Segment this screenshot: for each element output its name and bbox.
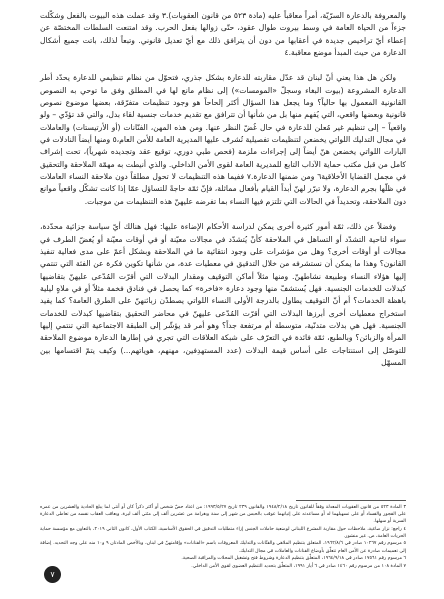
footnote-7: ٧ المادة ١٠٨ من مرسوم رقم ١٤٦٠ صادر في ٦ أيار ١٩٩١، المتعلّق بتحديد التنظيم العضوي لقوى الأمن الداخلي. bbox=[191, 563, 406, 569]
footnote-divider bbox=[296, 500, 406, 501]
footnote-6: ٦ مرسوم رقم ١٧٥٦١ صادر في ١٩٦٤/٩/١٨، المتعلّق بتنظيم الدعارة وشروط فتح وتشغيل المحلات والمراقبة الصحية. bbox=[181, 556, 406, 562]
paragraph-gap bbox=[40, 208, 406, 221]
footnote-3: ٣ المادة ٥٢٣ من قانون العقوبات المعدلة وفقاً للقانون تاريخ ١٩٤٨/٢/١٨ والقانون ٢٣٩ تاريخ ١٩٩٣/٥/٢٧: من اعتاد حضّ شخص أو أكثر ذكراً كان أو أنثى لما يبلغ الحادية والعشرين من عمره على الفجور والفساد أو على تسهيلهما له أو مساعدته على إتيانهما عوقب بالحبس من شهر إلى سنة وبغرامة من عشرين ألف إلى مئتي ألف ليرة، ويعاقب العقاب نفسه من تعاطى الدعارة السرية أو سهلها. bbox=[40, 505, 406, 525]
page-number-badge: ٧ bbox=[44, 566, 61, 583]
body-paragraph-3: وفضلاً عن ذلك، ثمّة أمور كثيرة أخرى يمكن لدراسة الأحكام الإضاءة عليها: فهل هنالك أيّ سياسة جزائية محدّدة، سواء لناحية التشدّد أو التساهل في الملاحقة كأنْ يُتشدّد في مجالات معيّنة أو في أوقات معيّنة أو يُغضّ الطرف في مجالات أو أوقات أخرى؟ وهل من مؤشرات على وجود انتقائية ما في الملاحقة وبشكل أعمّ على مدى فعالية تنفيذ القانون؟ وهذا ما يمكن أن نستشرفه من خلال التدقيق في معطيات عدة، من شأنها تكوين فكرة عن الفئة التي تنتمي إليها هؤلاء النساء وطبيعة نشاطهنّ. ومنها مثلاً أماكن التوقيف ومقدار البدلات التي أقرّت المُدّعى عليهنّ بتقاضيها كبدلات للخدمات الجنسية. فهل يُستشفّ منها وجود دعارة «فاخرة» كما يحصل في فنادق فخمة مثلاً أو في ملاهٍ ليلية باهظة الخدمات؟ أم أنّ التوقيف يطاول بالدرجة الأولى النساء اللواتي يصطدْن زبائنهنّ على الطرق العامة؟ كما يفيد استخراج معطيات أخرى أبرزها البدلات التي أقرّت المُدّعى عليهنّ في محاضر التحقيق بتقاضيها كبدلات للخدمات الجنسية. فهل هي بدلات متدنّية، متوسطة أم مرتفعة جداً؟ وهو أمر قد يؤشّر إلى الطبقة الاجتماعية التي تنتمي إليها المرأة والزبائن؟ وبالطبع، ثمّة فائدة في التعرّف على شبكة العلاقات التي تجري في إطارها الدعارة موضوع الملاحقة للتوصّل إلى استنتاجات على أساس قيمة البدلات (عدد المستهدِفين، مهنهم، هوياتهم...) وكيف يتمّ اقتسامها بين المسهّل bbox=[40, 222, 406, 367]
paragraph-gap bbox=[40, 59, 406, 72]
body-paragraph-1: والمعروفة بالدعارة السرّيّة، أمراً معاقباً عليه (مادة ٥٢٣ من قانون العقوبات).٣ وقد عملت هذه البيوت بالفعل وشكّلت جزءاً من الحياة العامة في وسط بيروت طوال عقود، حتّى زوالها بفعل الحرب. وقد امتنعت السلطات المختصّة عن إعطاء أيّ تراخيص جديدة في أعقابها من دون أن يترافق ذلك مع أيّ تعديل قانوني. وتبعاً لذلك، باتت جميع أشكال الدعارة من حيث المبدأ موضع معاقبة.٤ bbox=[40, 11, 406, 58]
footnote-4: ٤ راجع: نزار صاغية، ملاحظات حول مقاربة المشرع اللبناني لوضعية حاملات الجنس إزاء متطلبات التدقيق في الحقوق الأساسية، الكتاب الأول، كانون الثاني ٢٠١٩، بالتعاون مع مؤسسة حماية الحريات العامة، ص. غير منشور. bbox=[40, 526, 406, 539]
footnote-5: ٥ مرسوم رقم ١٠٢٦٧ صادر في ١٩٦٢/٨/٦، المتعلق بتنظيم الملاهي والفنّانات والتدليك المعروفات باسم «الفنانات» وإقامتهنّ في لبنان، وبالأخص المادتان ٩ و١٠ منه على وجه التحديد. إضافة إلى تعميمات صادرة عن الأمن العام تتعلّق بأوضاع الفنانات والعاملات في مجال التدليك. bbox=[40, 541, 406, 554]
footnotes-section bbox=[40, 504, 406, 570]
body-paragraph-2: ولكن هل هذا يعني أنّ لبنان قد عدّل مقاربته للدعارة بشكل جذري، فتحوّل من نظام تنظيمي للدعارة يحدّد أطر الدعارة المشروعة (بيوت البغاء وسجلّ «المومسات») إلى نظام مانع لها في المطلق وفق ما توحي به النصوص القانونية المعمول بها حالياً؟ وما يجعل هذا السؤال أكثر إلحاحاً هو وجود تنظيمات متفرّقة، بعضها موضوع نصوص قانونية وبعضها واقعي، التي يُفهم منها بل من شأنها أن تترافق مع تقديم خدمات جنسية لقاء بدل، والتي قد تؤدّي – ولو واقعياً – إلى تنظيم غير مُعلن للدعارة في حال غُضّ النظر عنها. ومن هذه المهن، الفنّانات (أو الأرتيستات) والعاملات في مجال التدليك اللواتي يخضعن لتنظيمات تفصيلية تُشرف عليها المديرية العامة للأمن العام،٥ ومنها أيضاً النادلات في البارات اللواتي يخضعن هنّ أيضاً إلى إجراءات ملزمة (فحص طبي دوري، توقيع عقد وتجديده شهرياً)، تحت إشراف كامل من قبل مكتب حماية الآداب التابع للمديرية العامة لقوى الأمن الداخلي. والذي أنيطت به مهمّة الملاحقة والتحقيق في مجمل القضايا الأخلاقية٦ ومن ضمنها الدعارة.٧ ففيما هذه التنظيمات لا تحول مطلقاً دون ملاحقة النساء العاملات في ظلّها بجرم الدعارة، ولا تبرّر لهنّ أبداً القيام بأفعال مماثلة، فإنّ ثمّة حاجةً للتساؤل عمّا إذا كانت تشكّل واقعياً موانع دون الملاحقة، وتحديداً في الحالات التي تلتزم فيها النساء بما تفرضه عليهنّ هذه التنظيمات من موجبات. bbox=[40, 73, 407, 206]
